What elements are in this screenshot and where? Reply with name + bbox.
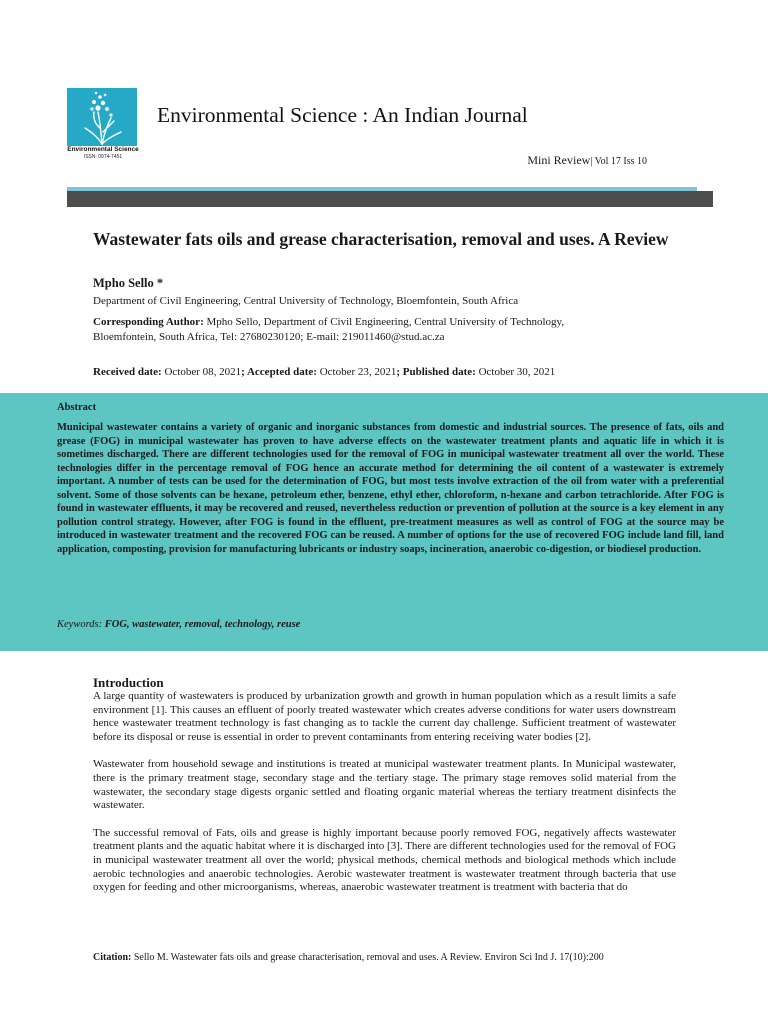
- abstract-body: Municipal wastewater contains a variety of organic and inorganic substances from domestic and industrial sources. The presence of fats, oils and grease (FOG) in municipal wastewater has proven to have adverse effects on the wastewater treatment plants and aquatic life in which it is sometimes discharged. There are different technologies used for the removal of FOG in municipal wastewater treatment all over the world. These technologies differ in the percentage removal of FOG hence an accurate method for determining the oil content of a wastewater is extremely important. A number of tests can be used for the determination of FOG, but most tests involve extraction of the oil from water with a preferential solvent. Some of those solvents can be hexane, petroleum ether, benzene, ethyl ether, chloroform, n-hexane and carbon tetrachloride. After FOG is found in wastewater effluents, it may be recovered and reused, nevertheless reduction or prevention of pollution at the source is a key element in any pollution control strategy. However, after FOG is found in the effluent, pre-treatment measures as well as control of FOG at the source may be introduced in wastewater treatment and the recovered FOG can be reused. A number of options for the use of recovered FOG include land fill, land application, composting, provision for manufacturing lubricants or industry soaps, incineration, anaerobic co-digestion, or biodiesel production.: [57, 422, 724, 555]
- introduction-heading: Introduction: [93, 675, 164, 690]
- accepted-date: October 23, 2021: [316, 366, 397, 378]
- received-label: Received date:: [93, 366, 162, 378]
- published-date: October 30, 2021: [475, 366, 556, 378]
- received-date: October 08, 2021: [161, 366, 242, 378]
- article-title: Wastewater fats oils and grease characterisation, removal and uses. A Review: [93, 229, 669, 249]
- corresponding-text: Mpho Sello, Department of Civil Engineering, Central University of Technology, Bloemfontein, South Africa, Tel: 27680230120; E-mail: 219011460@stud.ac.za: [93, 316, 565, 343]
- keywords-list: FOG, wastewater, removal, technology, reuse: [102, 619, 301, 630]
- intro-paragraph: Wastewater from household sewage and institutions is treated at municipal wastewater treatment plants. In Municipal wastewater, there is the primary treatment stage, secondary stage and the tertiary stage. The primary stage removes solid material from the wastewater, the secondary stage digests organic settled and floating organic material whereas the tertiary treatment disinfects the wastewater.: [93, 758, 676, 812]
- journal-logo: [67, 88, 137, 146]
- published-label: ; Published date:: [396, 366, 476, 378]
- corresponding-label: Corresponding Author:: [93, 316, 204, 328]
- intro-paragraph: A large quantity of wastewaters is produced by urbanization growth and growth in human population which as a result limits a safe environment [1]. This causes an effluent of poorly treated wastewater which creates adverse conditions for water users downstream hence wastewater treatment technology is fast changing as to tackle the current day challenge. Sufficient treatment of wastewater before its disposal or reuse is essential in order to prevent contaminants from entering receiving water bodies [2].: [93, 690, 676, 743]
- logo-name: Environmental Science: [67, 146, 139, 153]
- article-type: Mini Review: [527, 153, 591, 167]
- article-meta: [527, 153, 647, 168]
- logo-caption: [62, 146, 144, 161]
- keywords-label: Keywords:: [57, 619, 103, 630]
- article-dates: [93, 366, 555, 378]
- author-name: Mpho Sello *: [93, 276, 164, 290]
- logo-issn: ISSN: 0974-7451: [83, 154, 123, 160]
- citation-label: Citation:: [93, 952, 132, 963]
- volume-issue: | Vol 17 Iss 10: [590, 156, 647, 167]
- keywords: [57, 619, 300, 630]
- journal-title: Environmental Science : An Indian Journal: [157, 103, 528, 127]
- citation-text: Sello M. Wastewater fats oils and grease characterisation, removal and uses. A Review. Environ Sci Ind J. 17(10):200: [131, 952, 604, 963]
- abstract-section: [0, 393, 768, 651]
- citation: [93, 951, 613, 964]
- plant-logo-icon: [67, 88, 137, 146]
- corresponding-author: [93, 315, 573, 344]
- header-rule-gray: [67, 191, 713, 207]
- abstract-heading: Abstract: [57, 402, 97, 413]
- intro-paragraph: The successful removal of Fats, oils and grease is highly important because poorly removed FOG, negatively affects wastewater treatment plants and the aquatic habitat where it is discharged into [3]. There are different technologies used for the removal of FOG in municipal wastewater treatment all over the world; physical methods, chemical methods and biological methods which include aerobic technologies and anaerobic technologies. Aerobic wastewater treatment is wastewater treatment through bacteria that use oxygen for feeding and other microorganisms, whereas, anaerobic wastewater treatment is treatment with bacteria that do: [93, 826, 676, 894]
- accepted-label: ; Accepted date:: [241, 366, 317, 378]
- introduction-body: [93, 690, 676, 909]
- author-affiliation: Department of Civil Engineering, Central University of Technology, Bloemfontein, South Africa: [93, 295, 519, 307]
